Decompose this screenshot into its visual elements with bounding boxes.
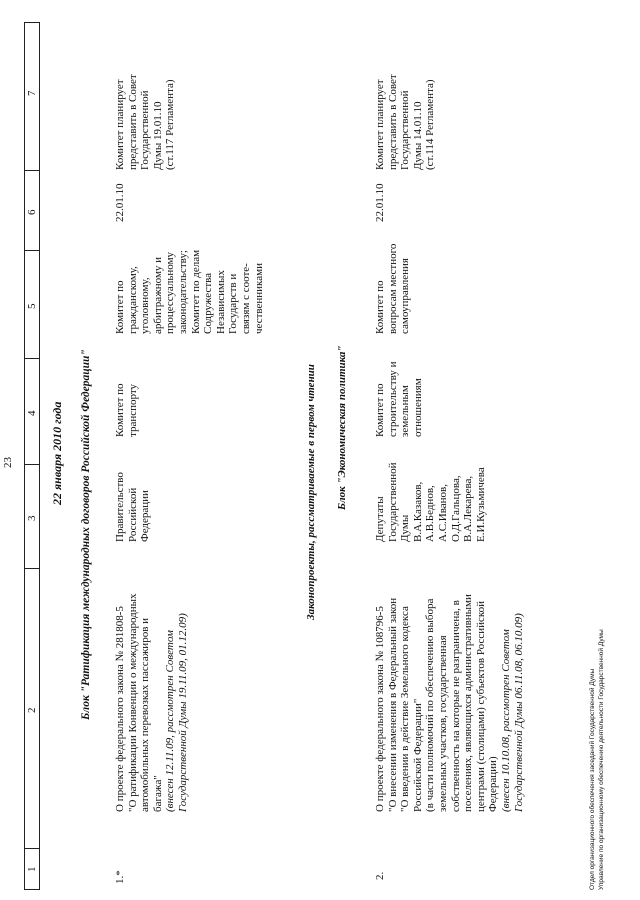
text-line: законодательству; — [176, 250, 189, 334]
text-line: (внесен 12.11.09, рассмотрен Советом — [164, 630, 177, 812]
text-line: Федерации) — [487, 756, 500, 812]
text-line: А.В.Беднов, — [424, 485, 437, 542]
page-number: 23 — [2, 457, 14, 468]
text-line: Думы 19.01.10 — [151, 101, 164, 170]
text-line: В.А.Лекарева, — [462, 475, 475, 542]
text-line: багажа" — [151, 775, 164, 812]
text-line: собственность на которые не разграничена, в — [449, 600, 462, 812]
text-line: Государственной Думы 19.11.09, 01.12.09) — [176, 613, 189, 812]
text-line: (ст.114 Регламента) — [424, 79, 437, 170]
text-line: центрами (столицами) субъектов Российской — [474, 600, 487, 812]
column-divider — [25, 170, 39, 171]
text-line: чественниками — [252, 263, 265, 334]
text-line: Государственной — [399, 90, 412, 170]
date-heading: 22 января 2010 года — [50, 401, 64, 505]
text-line: Комитет по — [114, 383, 126, 437]
text-line: Российской — [126, 487, 139, 542]
page-footer — [588, 629, 606, 890]
text-line: самоуправления — [399, 258, 412, 334]
text-line: Е.И.Кузьмичева — [474, 467, 487, 542]
text-line: (внесен 10.10.08, рассмотрен Советом — [499, 629, 512, 812]
text-line: Депутаты — [374, 496, 386, 542]
text-line: Правительство — [114, 472, 126, 542]
column-divider — [25, 358, 39, 359]
column-divider — [25, 464, 39, 465]
text-line: отношениям — [411, 378, 424, 437]
text-line: Государственной Думы 06.11.08, 06.10.09) — [512, 613, 525, 812]
text-line: "О внесении изменения в Федеральный закон — [386, 597, 399, 812]
text-line: О проекте федерального закона № 281808-5 — [114, 606, 126, 812]
bill-description — [374, 594, 525, 812]
text-line: Комитет планирует — [374, 79, 386, 170]
text-line: Комитет по — [374, 383, 386, 437]
text-line: Государств и — [227, 273, 240, 334]
block-title: Блок "Экономическая политика" — [336, 345, 348, 510]
bill-description — [114, 593, 190, 812]
text-line: Государственной — [386, 462, 399, 542]
text-line: О проекте федерального закона № 108796-5 — [374, 606, 386, 812]
column-divider — [25, 848, 39, 849]
column-number: 5 — [26, 303, 38, 309]
text-line: В.А.Казаков, — [411, 481, 424, 542]
text-line: Российской Федерации" — [411, 698, 424, 812]
text-line: Содружества — [202, 272, 215, 334]
text-line: вопросам местного — [386, 243, 399, 334]
text-line: А.С.Иванов, — [436, 484, 449, 542]
row-remark — [114, 74, 177, 170]
footer-line: Отдел организационного обеспечения заседаний Государственной Думы — [589, 668, 596, 890]
text-line: Комитет по — [374, 280, 386, 334]
text-line: Думы 14.01.10 — [411, 101, 424, 170]
text-line: Комитет по делам — [189, 249, 202, 334]
column-number: 4 — [26, 410, 38, 416]
text-line: "О введении в действие Земельного кодекса — [399, 606, 412, 812]
co-executor-committees — [114, 250, 265, 334]
section-title: Законопроекты, рассматриваемые в первом чтении — [305, 364, 317, 620]
text-line: поселениях, являющихся административными — [462, 594, 475, 812]
text-line: строительству и — [386, 361, 399, 437]
initiator — [114, 472, 152, 542]
co-executor-committees — [374, 244, 412, 334]
row-remark — [374, 74, 437, 170]
initiator — [374, 462, 487, 542]
text-line: уголовному, — [139, 277, 152, 334]
text-line: транспорту — [126, 384, 139, 437]
text-line: Комитет планирует — [114, 79, 126, 170]
responsible-committee — [374, 361, 424, 437]
text-line: земельных участков, государственная — [436, 635, 449, 812]
text-line: "О ратификации Конвенции о международных — [126, 593, 139, 812]
text-line: Государственной — [139, 90, 152, 170]
text-line: гражданскому, — [126, 266, 139, 334]
responsible-committee — [114, 383, 139, 437]
footer-line: Управление по организационному обеспечению деятельности Государственной Думы — [598, 629, 605, 890]
column-divider — [25, 568, 39, 569]
consideration-date: 22.01.10 — [374, 183, 386, 222]
text-line: представить в Совет — [126, 74, 139, 170]
text-line: Комитет по — [114, 280, 126, 334]
row-number: 1.* — [114, 870, 126, 884]
text-line: связям с сооте- — [239, 263, 252, 334]
text-line: процессуальному — [164, 251, 177, 334]
column-number-header-row — [24, 22, 40, 890]
text-line: представить в Совет — [386, 74, 399, 170]
column-number: 7 — [26, 90, 38, 96]
text-line: О.Д.Гальцова, — [449, 475, 462, 542]
column-divider — [25, 250, 39, 251]
text-line: (в части полномочий по обеспечению выбора — [424, 598, 437, 812]
text-line: арбитражному и — [151, 256, 164, 334]
text-line: Думы — [399, 514, 412, 542]
column-number: 2 — [26, 707, 38, 713]
row-number: 2. — [374, 871, 386, 880]
text-line: Независимых — [214, 270, 227, 334]
consideration-date: 22.01.10 — [114, 183, 126, 222]
text-line: (ст.117 Регламента) — [164, 79, 177, 170]
text-line: земельным — [399, 385, 412, 437]
block-title: Блок "Ратификация международных договоров Российской Федерации" — [80, 349, 92, 720]
column-number: 3 — [26, 515, 38, 521]
column-number: 1 — [26, 866, 38, 872]
column-number: 6 — [26, 209, 38, 215]
text-line: автомобильных перевозках пассажиров и — [139, 617, 152, 812]
text-line: Федерации — [139, 490, 152, 542]
